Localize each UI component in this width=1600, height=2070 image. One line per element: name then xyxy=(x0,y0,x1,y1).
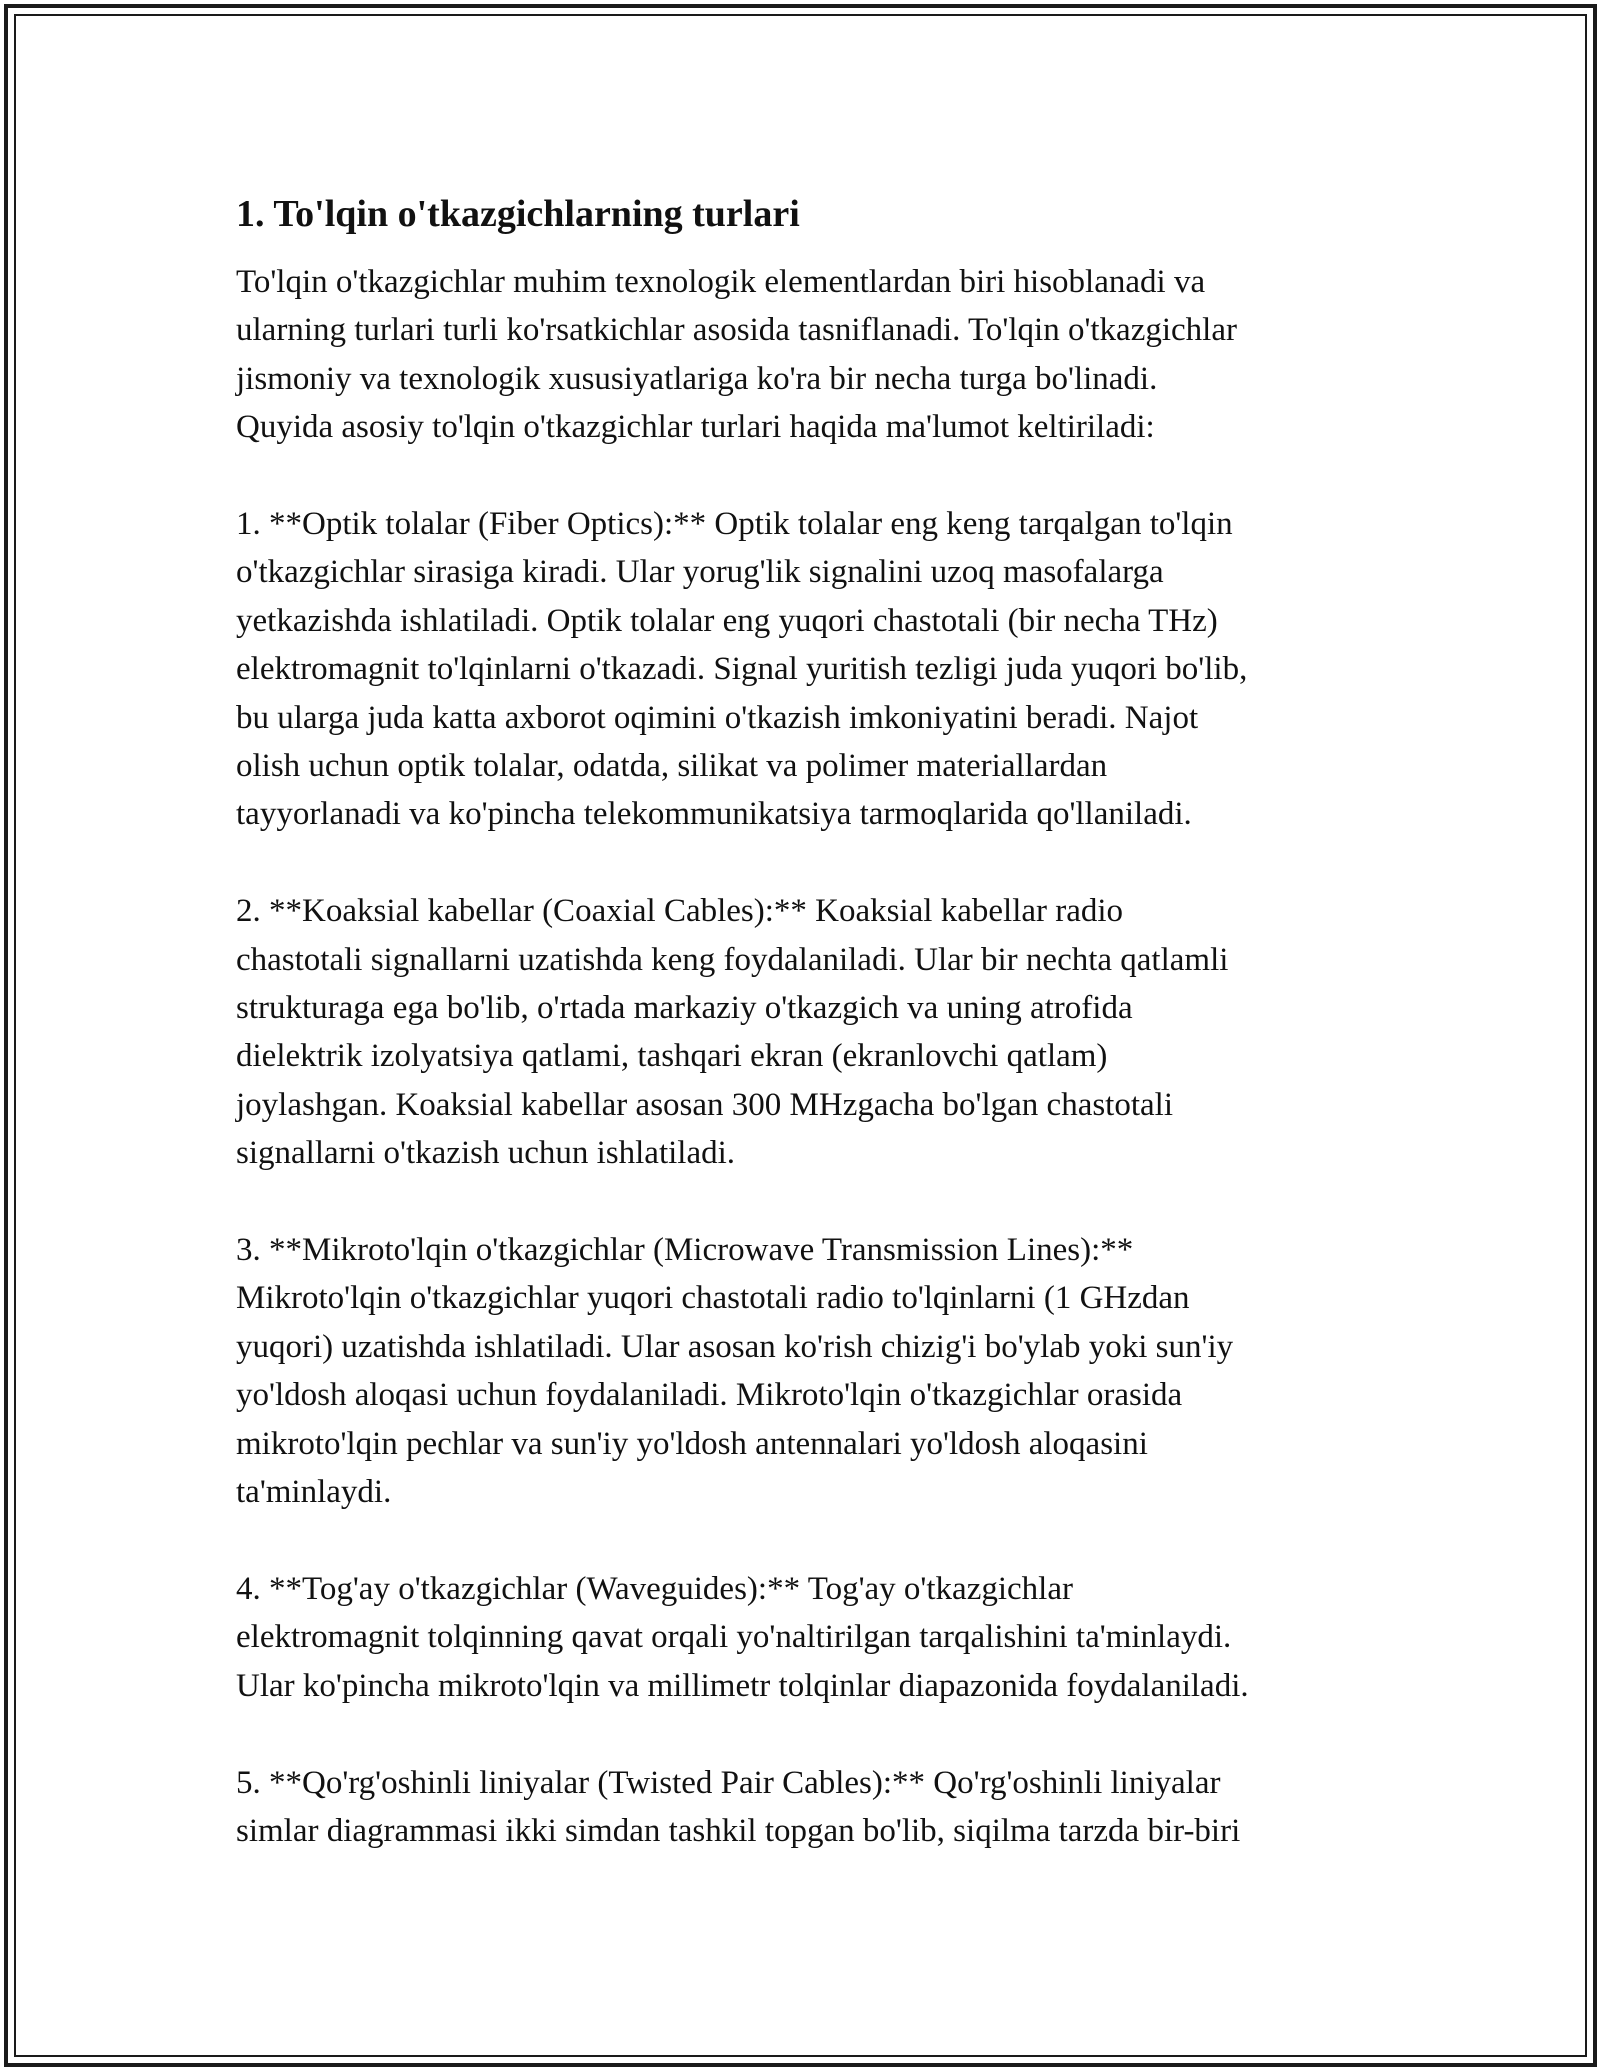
text-line: To'lqin o'tkazgichlar muhim texnologik elementlardan biri hisoblanadi va xyxy=(236,264,1206,300)
text-line: elektromagnit tolqinning qavat orqali yo'naltirilgan tarqalishini ta'minlaydi. xyxy=(236,1619,1232,1656)
text-line: o'tkazgichlar sirasiga kiradi. Ular yorug'lik signalini uzoq masofalarga xyxy=(236,554,1164,591)
text-line: ta'minlaydi. xyxy=(236,1474,392,1511)
text-line: 3. **Mikroto'lqin o'tkazgichlar (Microwave Transmission Lines):** xyxy=(236,1232,1134,1269)
text-line: Ular ko'pincha mikroto'lqin va millimetr tolqinlar diapazonida foydalaniladi. xyxy=(236,1667,1249,1704)
text-line: dielektrik izolyatsiya qatlami, tashqari ekran (ekranlovchi qatlam) xyxy=(236,1038,1108,1075)
text-line: Mikroto'lqin o'tkazgichlar yuqori chastotali radio to'lqinlarni (1 GHzdan xyxy=(236,1280,1190,1317)
item-waveguides xyxy=(236,1565,1396,1710)
text-line: 2. **Koaksial kabellar (Coaxial Cables):** Koaksial kabellar radio xyxy=(236,893,1124,930)
text-line: elektromagnit to'lqinlarni o'tkazadi. Signal yuritish tezligi juda yuqori bo'lib, xyxy=(236,651,1248,688)
text-line: tayyorlanadi va ko'pincha telekommunikatsiya tarmoqlarida qo'llaniladi. xyxy=(236,796,1192,833)
text-line: chastotali signallarni uzatishda keng foydalaniladi. Ular bir nechta qatlamli xyxy=(236,941,1229,978)
text-line: yetkazishda ishlatiladi. Optik tolalar eng yuqori chastotali (bir necha THz) xyxy=(236,602,1218,639)
text-line: mikroto'lqin pechlar va sun'iy yo'ldosh antennalari yo'ldosh aloqasini xyxy=(236,1425,1148,1462)
text-line: yo'ldosh aloqasi uchun foydalaniladi. Mikroto'lqin o'tkazgichlar orasida xyxy=(236,1377,1183,1414)
document-body xyxy=(236,190,1396,1904)
text-line: 4. **Tog'ay o'tkazgichlar (Waveguides):** Tog'ay o'tkazgichlar xyxy=(236,1570,1073,1607)
text-line: 5. **Qo'rg'oshinli liniyalar (Twisted Pair Cables):** Qo'rg'oshinli liniyalar xyxy=(236,1764,1221,1801)
item-fiber-optics xyxy=(236,500,1396,839)
item-microwave-lines xyxy=(236,1226,1396,1516)
intro-paragraph xyxy=(236,258,1396,452)
text-line: signallarni o'tkazish uchun ishlatiladi. xyxy=(236,1135,736,1172)
text-line: 1. **Optik tolalar (Fiber Optics):** Optik tolalar eng keng tarqalgan to'lqin xyxy=(236,506,1233,543)
text-line: Quyida asosiy to'lqin o'tkazgichlar turlari haqida ma'lumot keltiriladi: xyxy=(236,409,1155,446)
text-line: strukturaga ega bo'lib, o'rtada markaziy o'tkazgich va uning atrofida xyxy=(236,990,1133,1027)
text-line: jismoniy va texnologik xususiyatlariga ko'ra bir necha turga bo'linadi. xyxy=(236,360,1158,397)
text-line: ularning turlari turli ko'rsatkichlar asosida tasniflanadi. To'lqin o'tkazgichlar xyxy=(236,312,1237,349)
text-line: simlar diagrammasi ikki simdan tashkil topgan bo'lib, siqilma tarzda bir-biri xyxy=(236,1812,1241,1849)
item-twisted-pair xyxy=(236,1759,1396,1856)
item-coaxial-cables xyxy=(236,887,1396,1177)
section-heading: 1. To'lqin o'tkazgichlarning turlari xyxy=(236,193,800,235)
text-line: olish uchun optik tolalar, odatda, silikat va polimer materiallardan xyxy=(236,748,1108,785)
text-line: bu ularga juda katta axborot oqimini o'tkazish imkoniyatini beradi. Najot xyxy=(236,699,1199,736)
text-line: joylashgan. Koaksial kabellar asosan 300 MHzgacha bo'lgan chastotali xyxy=(236,1086,1174,1123)
text-line: yuqori) uzatishda ishlatiladi. Ular asosan ko'rish chizig'i bo'ylab yoki sun'iy xyxy=(236,1328,1234,1365)
